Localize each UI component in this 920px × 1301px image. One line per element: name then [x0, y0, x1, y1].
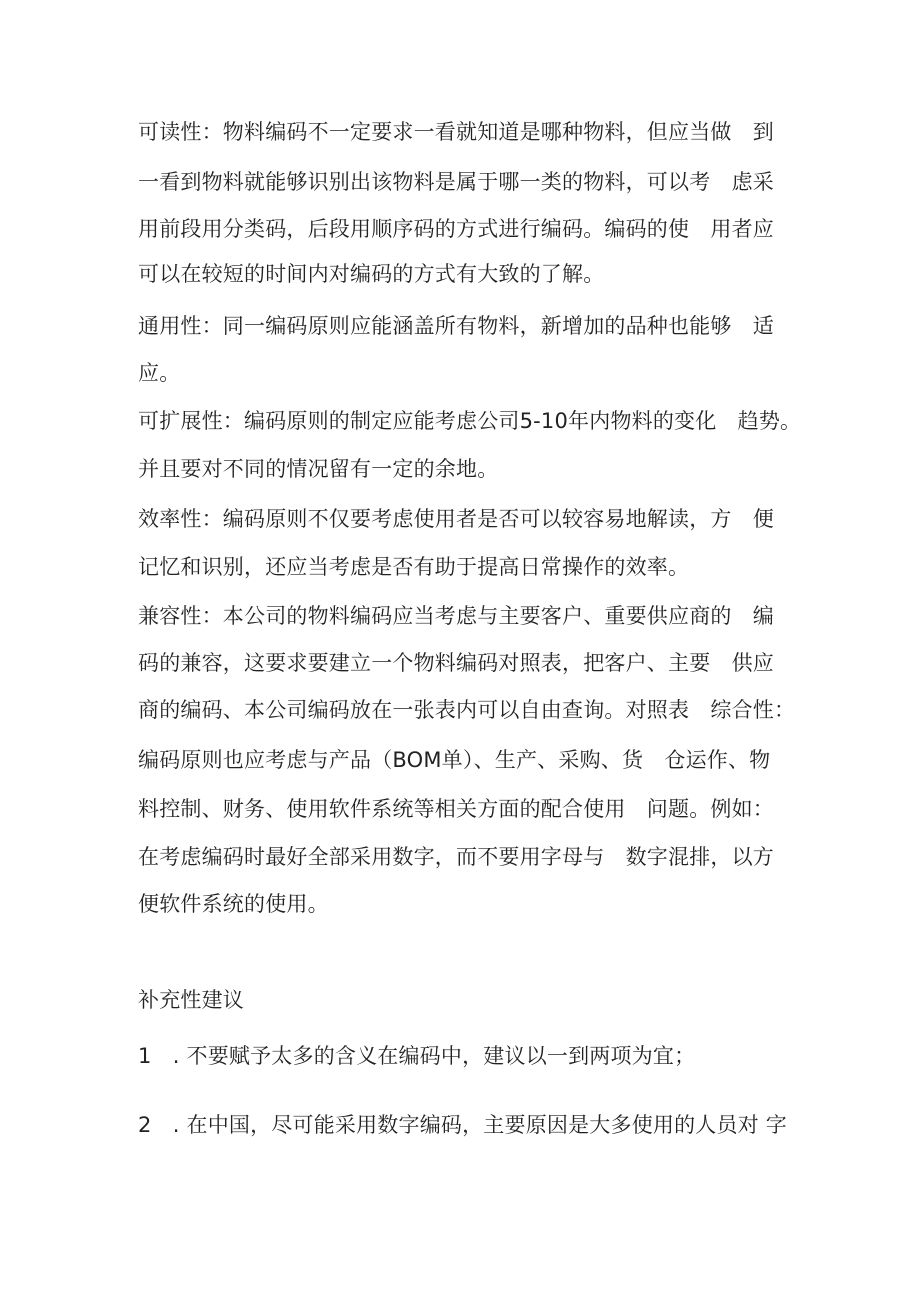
list-item: 1 . 不要赋予太多的含义在编码中，建议以一到两项为宜； [138, 1044, 696, 1068]
paragraph-line: 码的兼容，这要求要建立一个物料编码对照表，把客户、主要 供应 [138, 651, 774, 675]
paragraph-line: 兼容性：本公司的物料编码应当考虑与主要客户、重要供应商的 编 [138, 604, 774, 628]
paragraph-line: 记忆和识别，还应当考虑是否有助于提高日常操作的效率。 [138, 555, 690, 579]
paragraph-line: 编码原则也应考虑与产品（BOM单）、生产、采购、货 仓运作、物 [138, 748, 771, 772]
paragraph-line: 便软件系统的使用。 [138, 892, 329, 916]
paragraph-line: 料控制、财务、使用软件系统等相关方面的配合使用 问题。例如： [138, 797, 774, 821]
section-heading: 补充性建议 [138, 988, 244, 1012]
paragraph-line: 在考虑编码时最好全部采用数字，而不要用字母与 数字混排，以方 [138, 845, 774, 869]
list-item: 2 . 在中国，尽可能采用数字编码，主要原因是大多使用的人员对 字 [138, 1113, 787, 1137]
paragraph-line: 可扩展性：编码原则的制定应能考虑公司5-10年内物料的变化 趋势。 [138, 409, 802, 433]
paragraph-line: 可读性：物料编码不一定要求一看就知道是哪种物料，但应当做 到 [138, 120, 774, 144]
paragraph-line: 应。 [138, 361, 181, 385]
paragraph-line: 效率性：编码原则不仅要考虑使用者是否可以较容易地解读，方 便 [138, 507, 774, 531]
paragraph-line: 用前段用分类码，后段用顺序码的方式进行编码。编码的使 用者应 [138, 217, 774, 241]
paragraph-line: 通用性：同一编码原则应能涵盖所有物料，新增加的品种也能够 适 [138, 314, 774, 338]
paragraph-line: 商的编码、本公司编码放在一张表内可以自由查询。对照表 综合性： [138, 698, 796, 722]
paragraph-line: 可以在较短的时间内对编码的方式有大致的了解。 [138, 262, 605, 286]
paragraph-line: 一看到物料就能够识别出该物料是属于哪一类的物料，可以考 虑采 [138, 170, 774, 194]
paragraph-line: 并且要对不同的情况留有一定的余地。 [138, 457, 499, 481]
